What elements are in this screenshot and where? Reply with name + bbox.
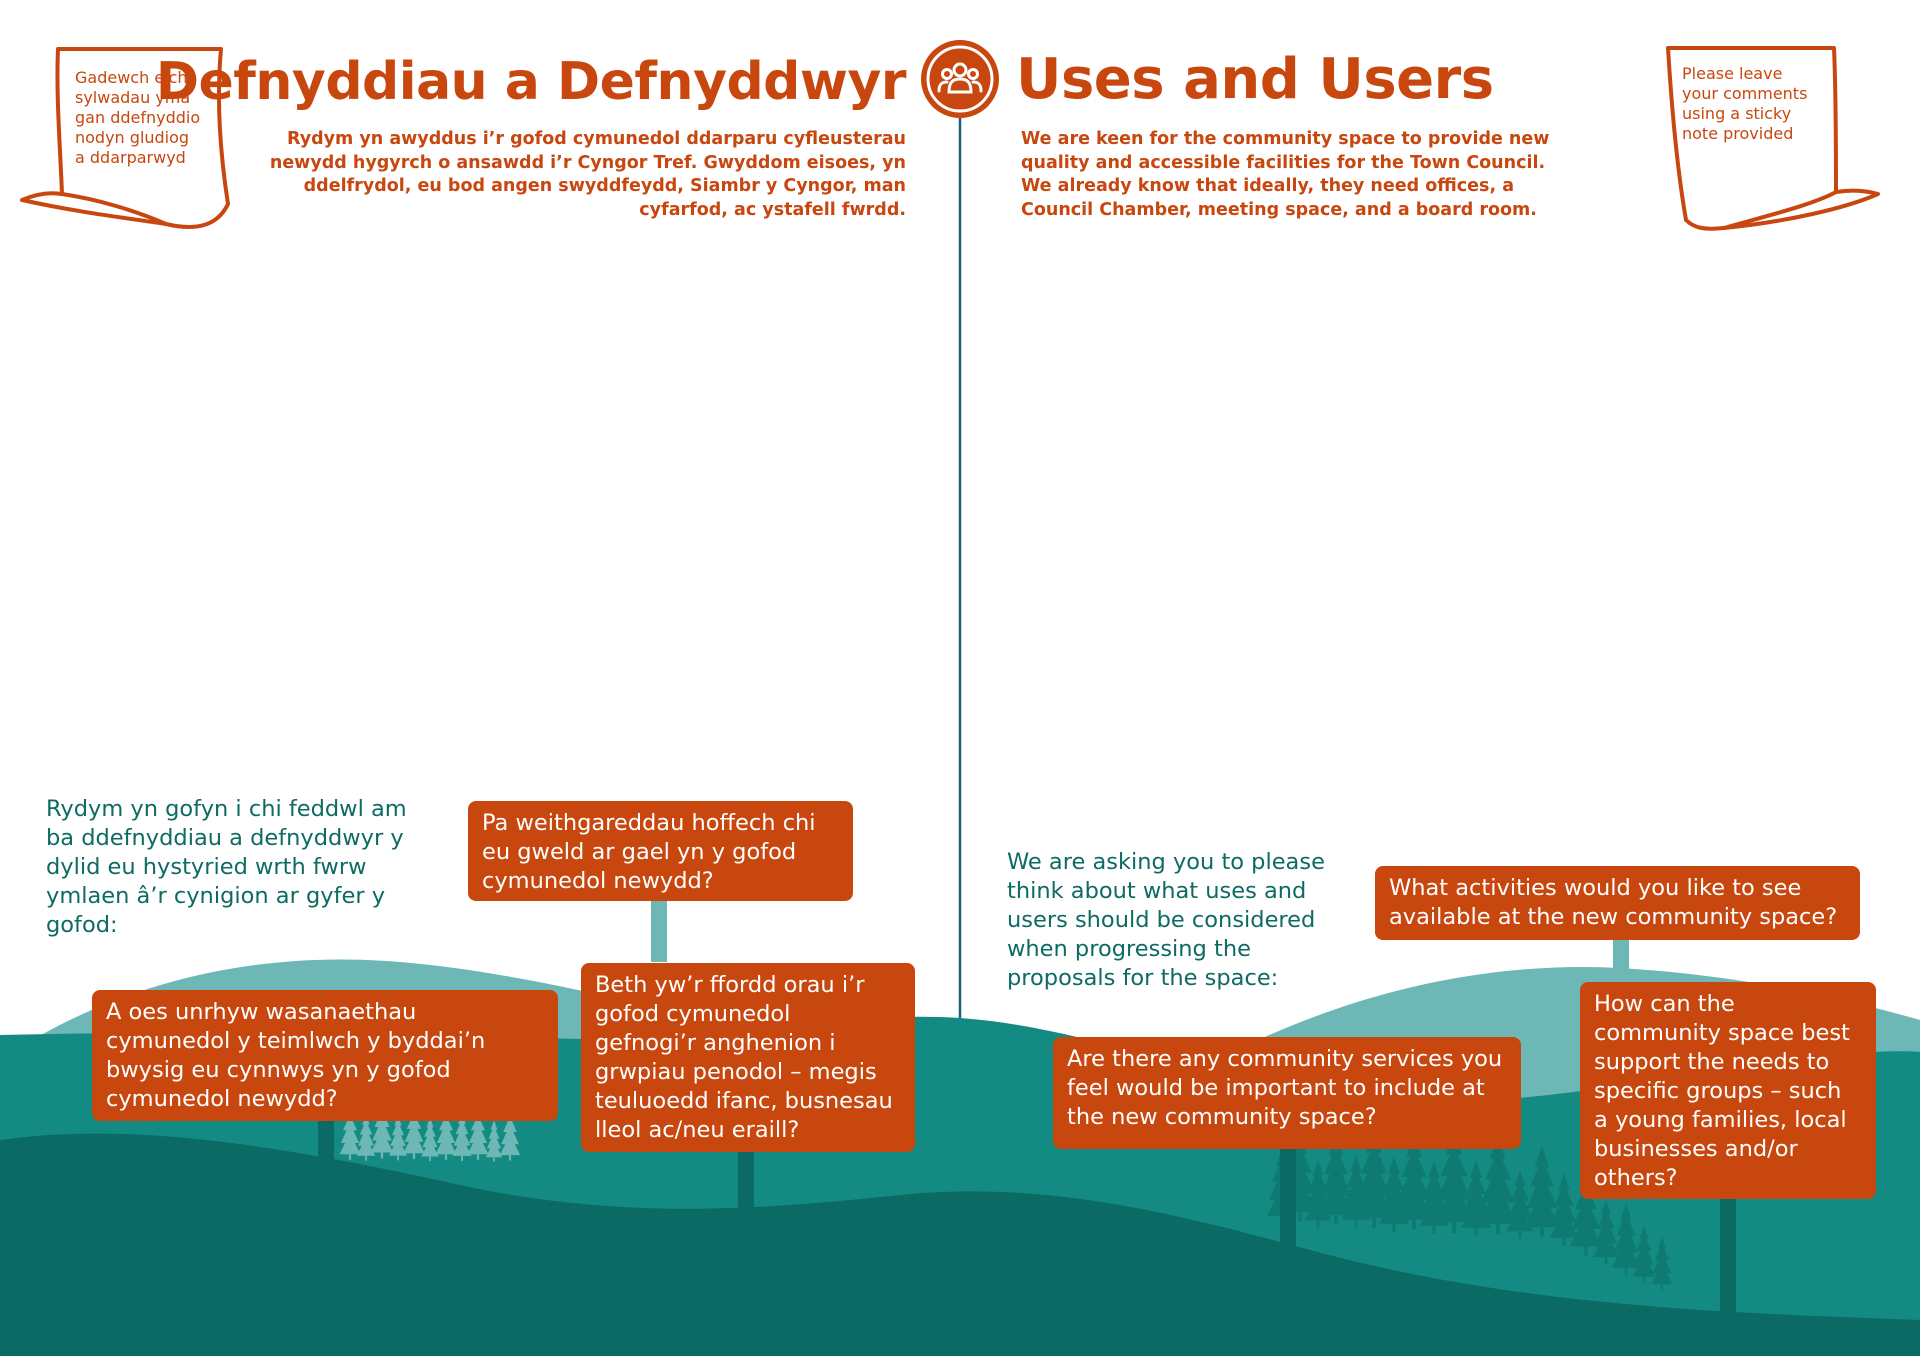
question-box-activities-welsh: Pa weithgareddau hoffech chi eu gweld ar gael yn y gofod cymunedol newydd? bbox=[468, 801, 853, 901]
signpost-left-2 bbox=[318, 1118, 334, 1196]
signpost-left-1 bbox=[651, 900, 667, 962]
question-box-services-welsh: A oes unrhyw wasanaethau cymunedol y teimlwch y byddai’n bwysig eu cynnwys yn y gofod cymunedol newydd? bbox=[92, 990, 558, 1121]
title-english: Uses and Users bbox=[1016, 47, 1494, 112]
signpost-right-1 bbox=[1613, 938, 1629, 982]
intro-welsh: Rydym yn awyddus i’r gofod cymunedol ddarparu cyfleusterau newydd hygyrch o ansawdd i’r Cyngor Tref. Gwyddom eisoes, yn ddelfrydol, eu bod angen swyddfeydd, Siambr y Cyngor, man cyfarfod, ac ystafell fwrdd. bbox=[269, 129, 906, 220]
signpost-left-3 bbox=[738, 1150, 754, 1280]
sticky-note-text-english: Please leave your comments using a sticky note provided bbox=[1682, 64, 1808, 143]
ask-text-english: We are asking you to please think about what uses and users should be considered when progressing the proposals for the space: bbox=[1007, 849, 1325, 991]
title-welsh: Defnyddiau a Defnyddwyr bbox=[155, 52, 906, 112]
signpost-right-2 bbox=[1280, 1146, 1296, 1246]
question-box-services-english: Are there any community services you feel would be important to include at the new community space? bbox=[1053, 1037, 1521, 1149]
question-box-activities-english: What activities would you like to see available at the new community space? bbox=[1375, 866, 1860, 940]
ask-text-welsh: Rydym yn gofyn i chi feddwl am ba ddefnyddiau a defnyddwyr y dylid eu hystyried wrth fwrw ymlaen â’r cynigion ar gyfer y gofod: bbox=[46, 796, 407, 938]
sticky-note-text-welsh: Gadewch eich sylwadau yma gan ddefnyddio nodyn gludiog a ddarparwyd bbox=[75, 68, 201, 167]
question-box-groups-english: How can the community space best support the needs to specific groups – such a young families, local businesses and/or others? bbox=[1580, 982, 1876, 1199]
people-group-icon bbox=[918, 37, 1002, 121]
question-box-groups-welsh: Beth yw’r ffordd orau i’r gofod cymunedol gefnogi’r anghenion i grwpiau penodol – megis teuluoedd ifanc, busnesau lleol ac/neu eraill? bbox=[581, 963, 915, 1152]
signpost-right-3 bbox=[1720, 1196, 1736, 1336]
intro-english: We are keen for the community space to provide new quality and accessible facilities for the Town Council. We already know that ideally, they need offices, a Council Chamber, meeting space, and a board room. bbox=[1021, 129, 1550, 220]
